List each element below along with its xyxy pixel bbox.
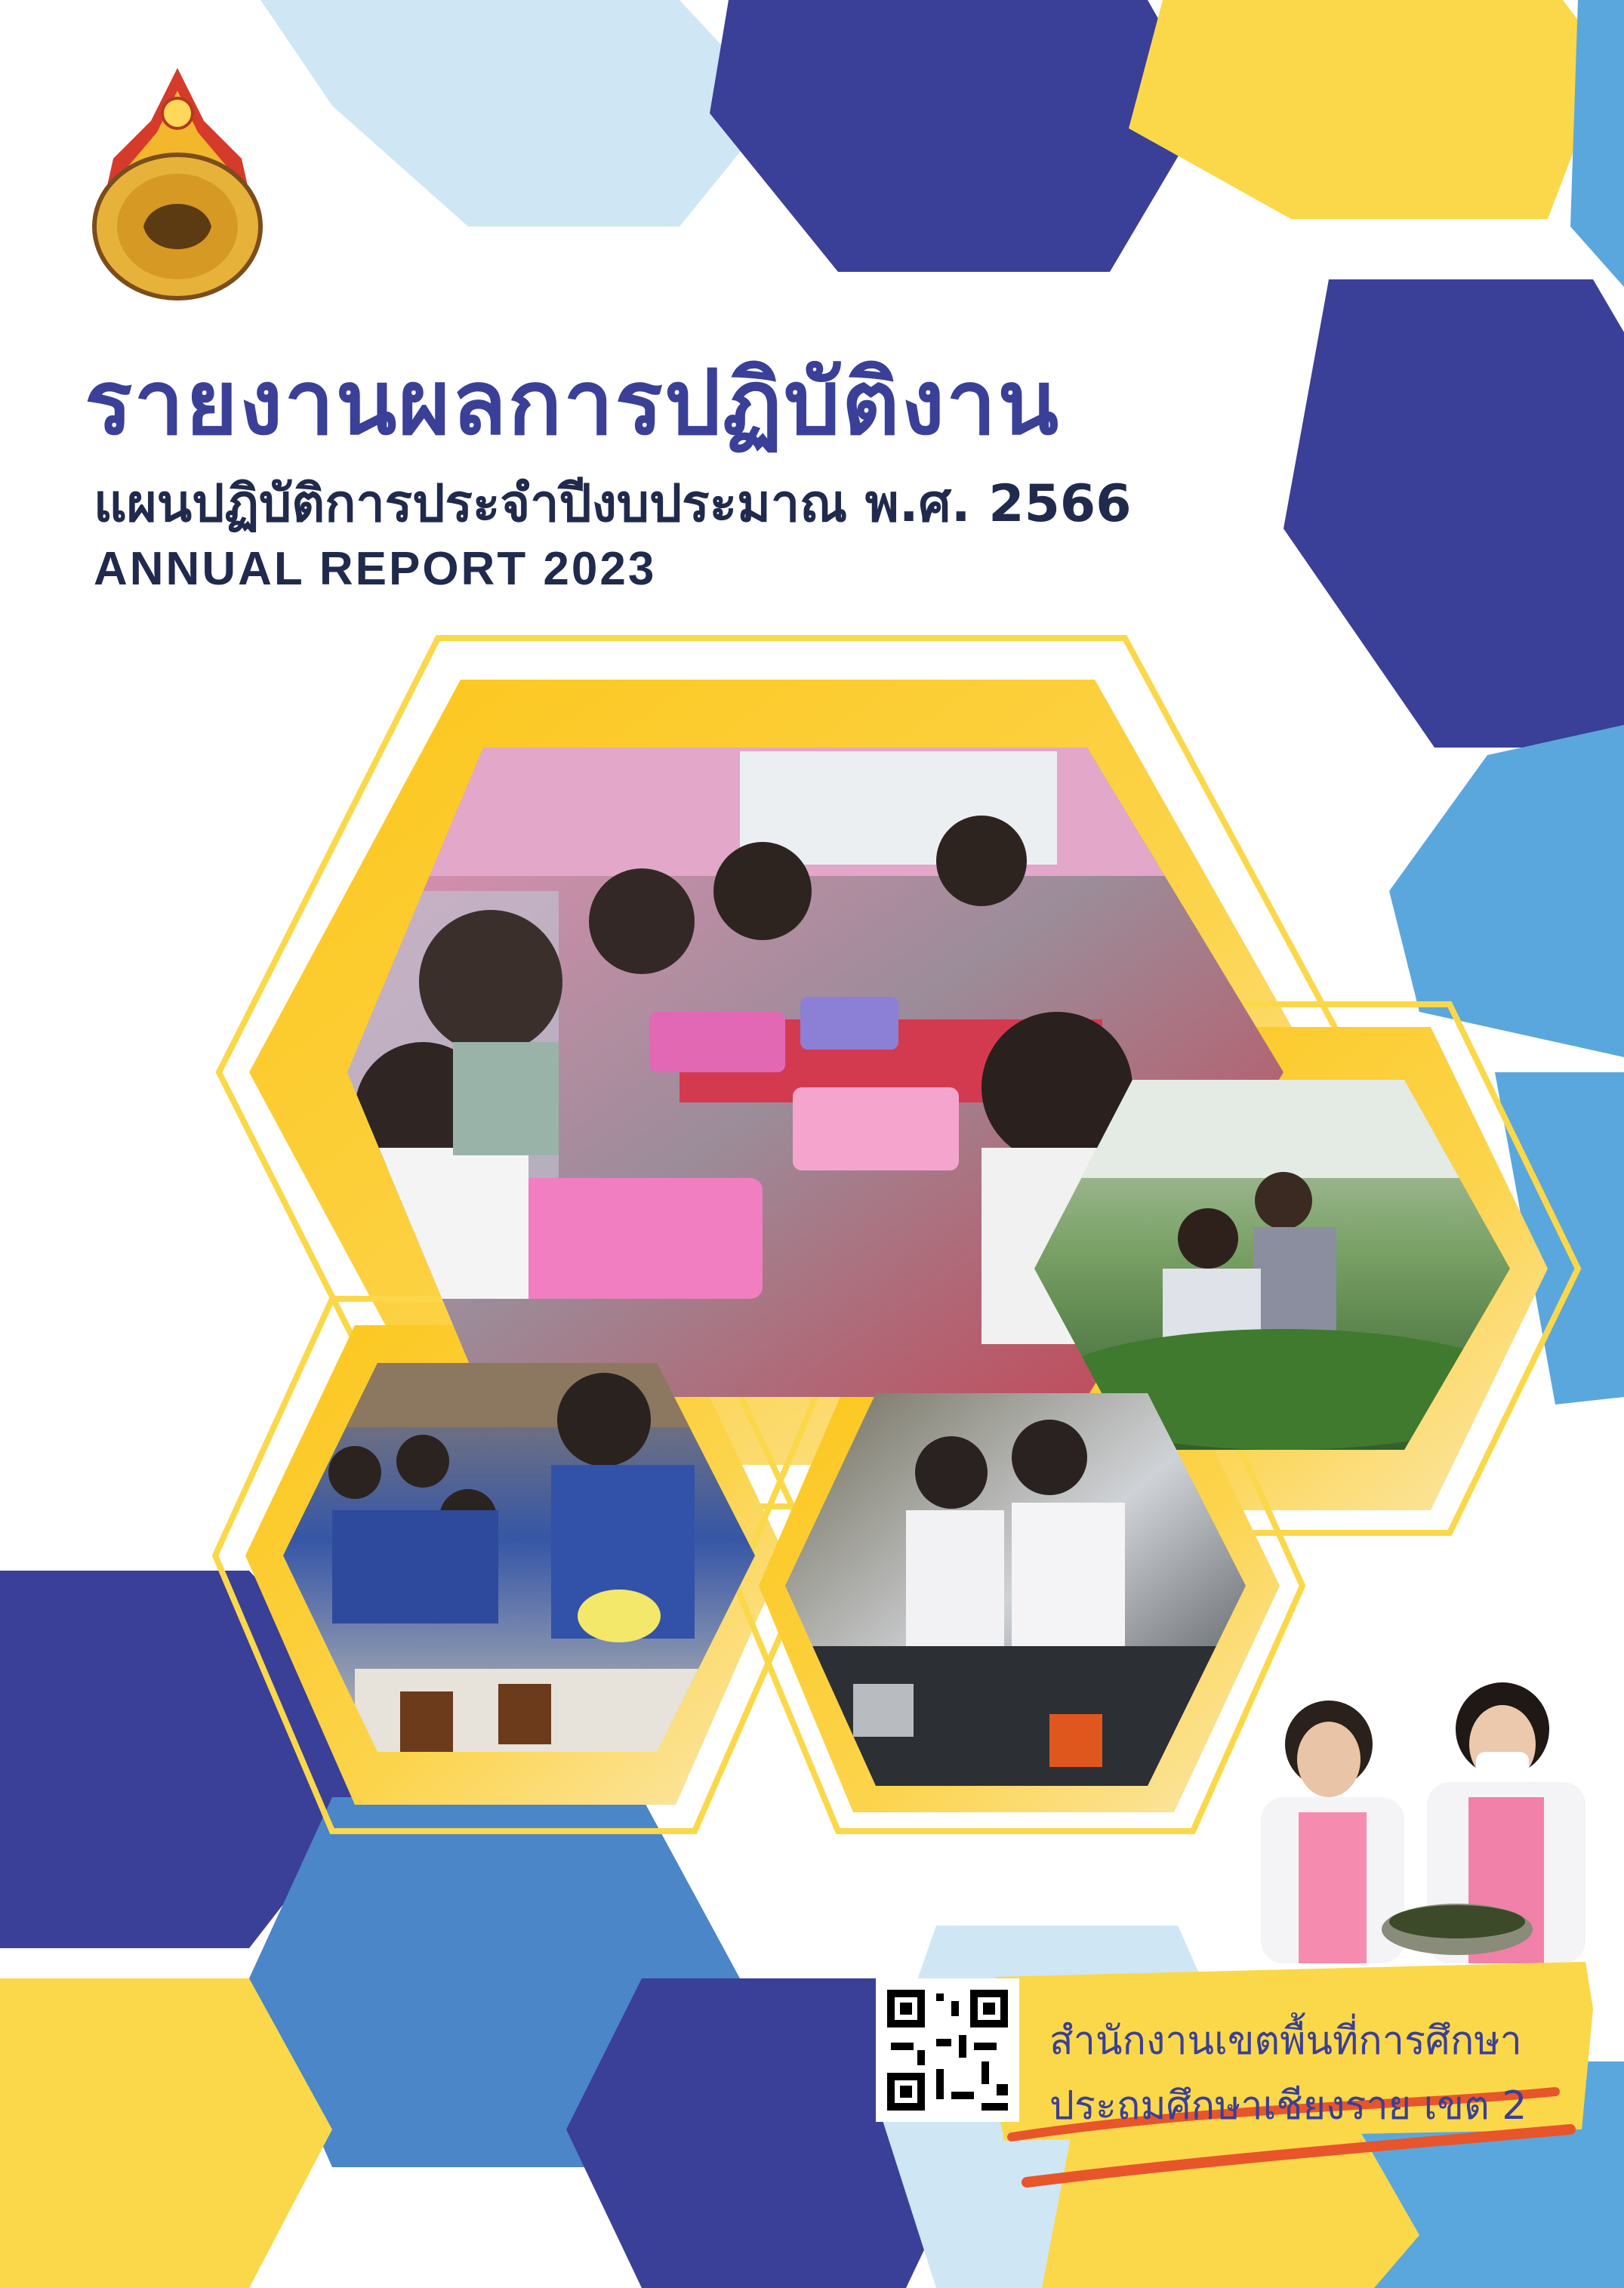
- office-name-line1: สำนักงานเขตพื้นที่การศึกษา: [1049, 2018, 1522, 2064]
- report-title: รายงานผลการปฏิบัติงาน: [85, 350, 1061, 455]
- photo-cooks: [1261, 1682, 1585, 1963]
- office-name-line2: ประถมศึกษาเชียงราย เขต 2: [1049, 2083, 1527, 2129]
- qr-code-icon: [876, 1978, 1019, 2122]
- emblem-logo: [94, 68, 260, 298]
- report-subtitle: แผนปฏิบัติการประจำปีงบประมาณ พ.ศ. 2566: [94, 474, 1132, 534]
- report-subtitle-en: ANNUAL REPORT 2023: [94, 543, 657, 595]
